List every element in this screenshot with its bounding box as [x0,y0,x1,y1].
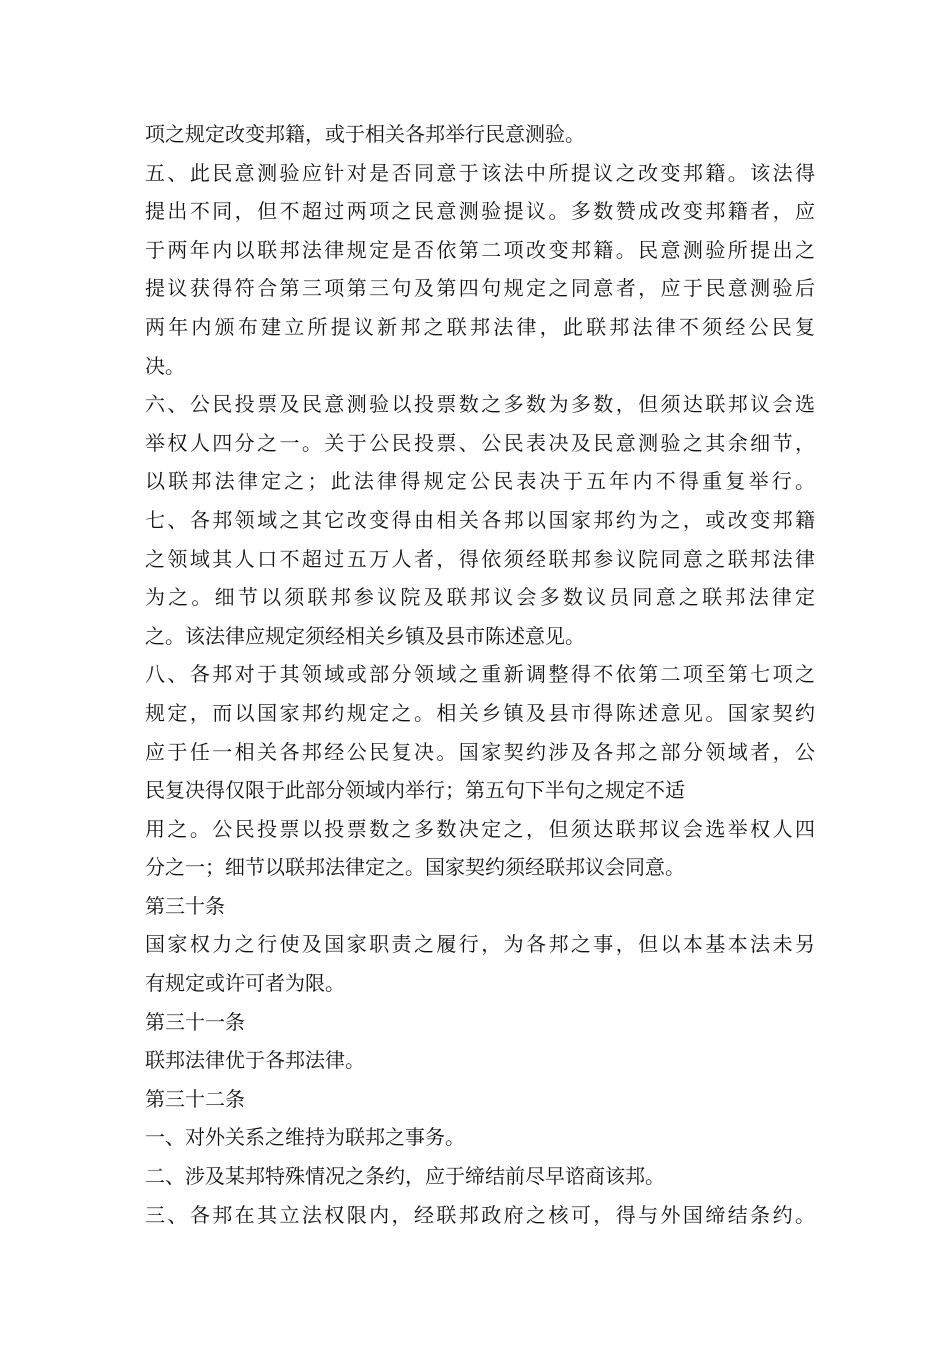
text-line: 之。该法律应规定须经相关乡镇及县市陈述意见。 [145,623,585,648]
article-heading: 第三十二条 [145,1086,245,1111]
text-line: 有规定或许可者为限。 [145,971,345,996]
text-line: 于两年内以联邦法律规定是否依第二项改变邦籍。民意测验所提出之 [145,237,815,262]
text-line: 八、各邦对于其领域或部分领域之重新调整得不依第二项至第七项之 [145,662,815,687]
text-line: 六、公民投票及民意测验以投票数之多数为多数，但须达联邦议会选 [145,392,815,417]
text-line: 决。 [145,353,185,378]
text-line: 分之一；细节以联邦法律定之。国家契约须经联邦议会同意。 [145,855,685,880]
text-line: 三、各邦在其立法权限内，经联邦政府之核可，得与外国缔结条约。 [145,1202,815,1227]
text-line: 提议获得符合第三项第三句及第四句规定之同意者，应于民意测验后 [145,276,815,301]
text-line: 应于任一相关各邦经公民复决。国家契约涉及各邦之部分领域者，公 [145,739,815,764]
text-line: 五、此民意测验应针对是否同意于该法中所提议之改变邦籍。该法得 [145,160,815,185]
text-line: 联邦法律优于各邦法律。 [145,1048,365,1073]
text-line: 之领域其人口不超过五万人者，得依须经联邦参议院同意之联邦法律 [145,546,815,571]
text-line: 举权人四分之一。关于公民投票、公民表决及民意测验之其余细节， [145,430,815,455]
text-line: 一、对外关系之维持为联邦之事务。 [145,1125,465,1150]
text-line: 为之。细节以须联邦参议院及联邦议会多数议员同意之联邦法律定 [145,585,815,610]
text-line: 项之规定改变邦籍，或于相关各邦举行民意测验。 [145,122,585,146]
article-heading: 第三十条 [145,893,225,918]
body-text [145,115,815,1234]
text-line: 二、涉及某邦特殊情况之条约，应于缔结前尽早谘商该邦。 [145,1164,665,1189]
text-line: 两年内颁布建立所提议新邦之联邦法律，此联邦法律不须经公民复 [145,314,815,339]
text-line: 七、各邦领域之其它改变得由相关各邦以国家邦约为之，或改变邦籍 [145,507,815,532]
text-line: 以联邦法律定之；此法律得规定公民表决于五年内不得重复举行。 [145,469,815,494]
text-line: 提出不同，但不超过两项之民意测验提议。多数赞成改变邦籍者，应 [145,199,815,224]
text-line: 规定，而以国家邦约规定之。相关乡镇及县市得陈述意见。国家契约 [145,700,815,725]
text-line: 民复决得仅限于此部分领域内举行；第五句下半句之规定不适 [145,778,685,803]
text-line: 国家权力之行使及国家职责之履行，为各邦之事，但以本基本法未另 [145,932,815,957]
text-line: 用之。公民投票以投票数之多数决定之，但须达联邦议会选举权人四 [145,816,815,841]
article-heading: 第三十一条 [145,1009,245,1034]
